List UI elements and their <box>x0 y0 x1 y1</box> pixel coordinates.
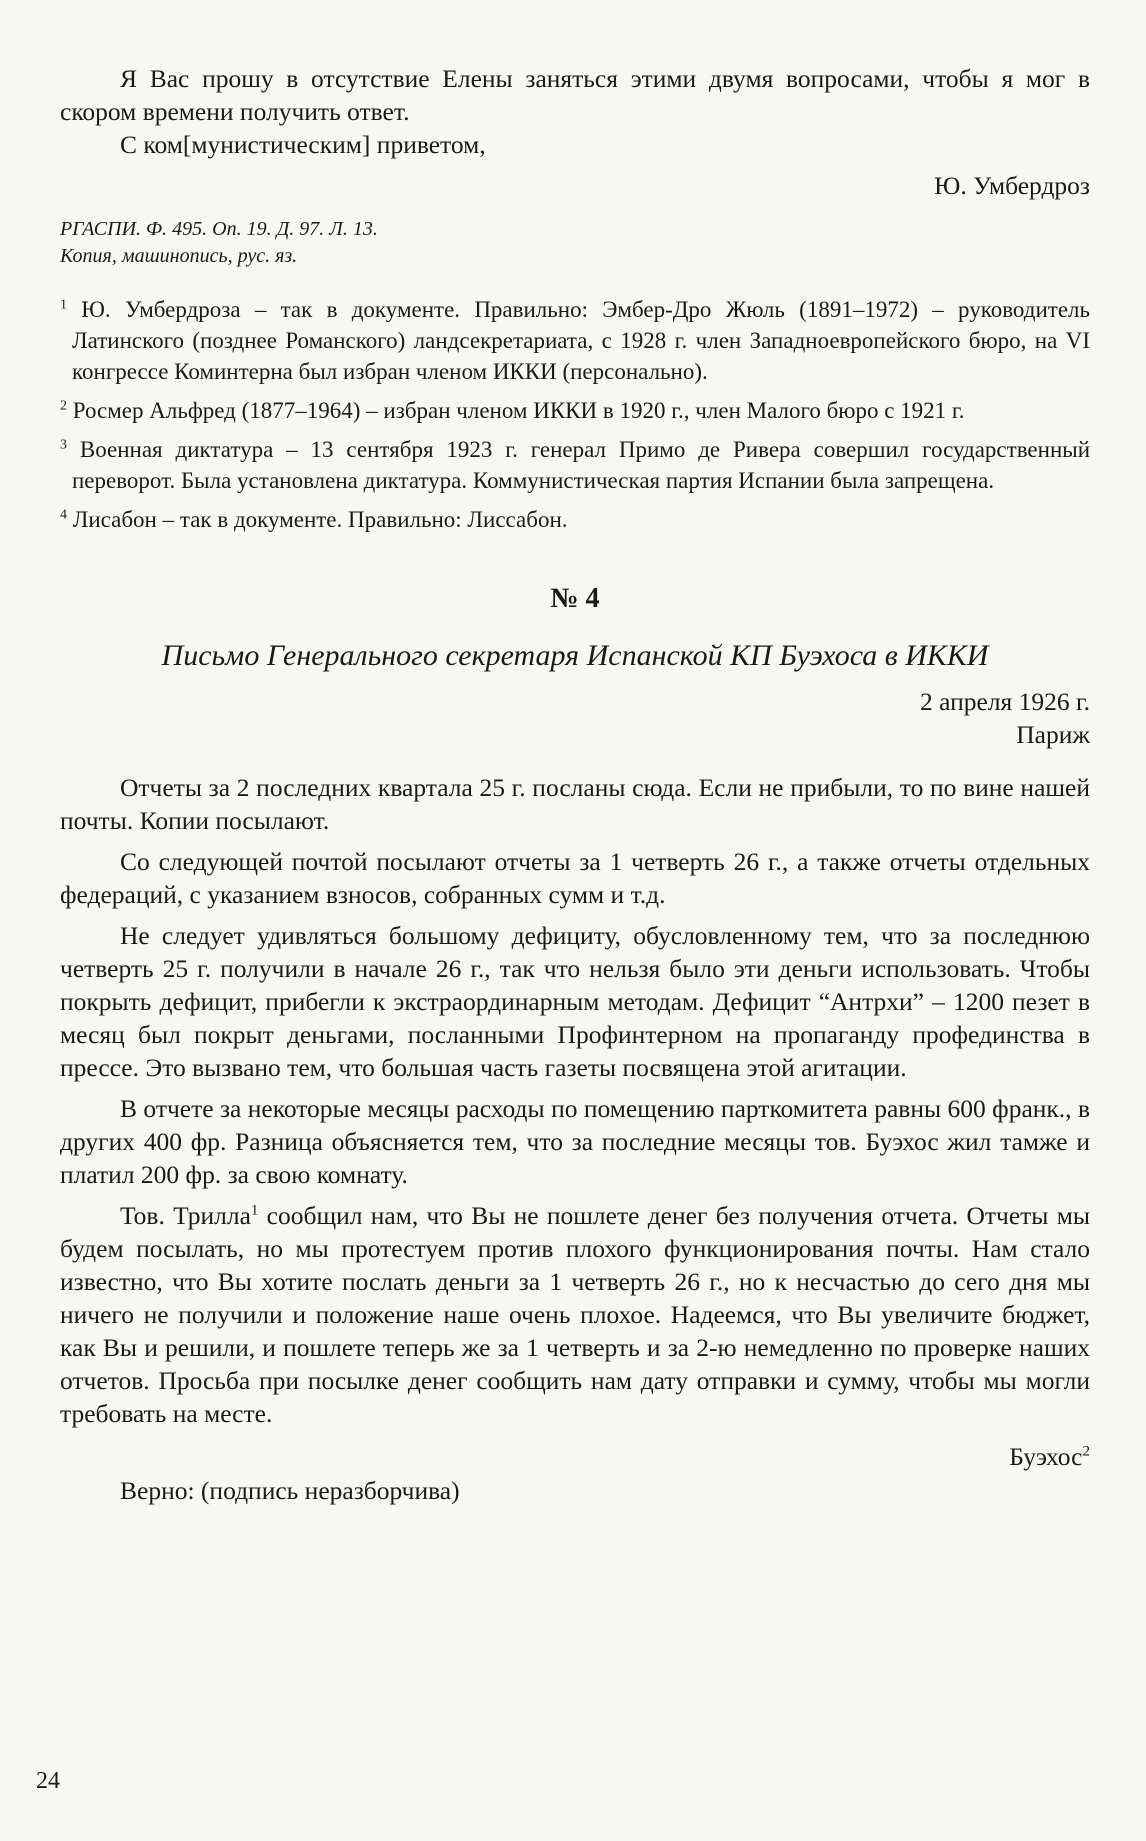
letter-paragraph: В отчете за некоторые месяцы расходы по помещению парткомитета равны 600 франк., в других 400 фр. Разница объясняется тем, что за последние месяцы тов. Буэхос жил тамже и платил 200 фр. за свою комнату. <box>60 1094 1090 1189</box>
footnote-number: 4 <box>60 507 67 523</box>
letter-paragraph: Со следующей почтой посылают отчеты за 1 четверть 26 г., а также отчеты отдельных федераций, с указанием взносов, собранных сумм и т.д. <box>60 847 1090 909</box>
intro-greeting: С ком[мунистическим] приветом, <box>120 130 486 159</box>
document-title: Письмо Генерального секретаря Испанской КП Буэхоса в ИККИ <box>161 639 989 672</box>
footnote <box>60 504 1090 535</box>
footnotes <box>60 294 1090 535</box>
letter-body <box>60 771 1090 1430</box>
footnote <box>60 395 1090 426</box>
document-date: 2 апреля 1926 г. <box>920 687 1090 716</box>
letter-text: сообщил нам, что Вы не пошлете денег без получения отчета. Отчеты мы будем посылать, но мы протестуем против плохого функционирования почты. Нам стало известно, что Вы хотите послать деньги за 1 четверть 26 г., но к несчастью до сего дня мы ничего не получили и положение наше очень плохое. Надеемся, что Вы увеличите бюджет, как Вы и решили, и пошлете теперь же за 1 четверть и за 2-ю немедленно по проверке наших отчетов. Просьба при посылке денег сообщить нам дату отправки и сумму, чтобы мы могли требовать на месте. <box>60 1201 1090 1428</box>
letter-paragraph <box>60 1199 1090 1430</box>
footnote <box>60 294 1090 387</box>
document-place: Париж <box>1016 720 1090 749</box>
footnote-number: 2 <box>60 398 67 414</box>
letter-signature <box>60 1442 1090 1472</box>
date-place <box>60 685 1090 751</box>
footnote-ref: 2 <box>1082 1443 1090 1460</box>
signature-name: Буэхос <box>1009 1442 1083 1471</box>
page-content <box>60 62 1090 1506</box>
footnote-text: Военная диктатура – 13 сентября 1923 г. генерал Примо де Ривера совершил государственный переворот. Была установлена диктатура. Коммунистическая партия Испании была запрещена. <box>72 437 1091 493</box>
document-number: № 4 <box>550 583 600 614</box>
footnote-text: Лисабон – так в документе. Правильно: Лиссабон. <box>72 507 568 532</box>
footnote-ref: 1 <box>250 1202 259 1219</box>
footnote-text: Ю. Умбердроза – так в документе. Правильно: Эмбер-Дро Жюль (1891–1972) – руководитель Латинского (позднее Романского) ландсекретариата, с 1928 г. член Западноевропейского бюро, на VI конгрессе Коминтерна был избран членом ИККИ (персонально). <box>72 297 1091 384</box>
archive-note: Копия, машинопись, рус. яз. <box>60 245 298 267</box>
archive-block <box>60 216 1090 270</box>
letter-text: Тов. Трилла <box>120 1201 251 1230</box>
intro-paragraph: Я Вас прошу в отсутствие Елены заняться этими двумя вопросами, чтобы я мог в скором времени получить ответ. <box>60 64 1090 126</box>
certification-note: Верно: (подпись неразборчива) <box>120 1476 460 1505</box>
footnote <box>60 434 1090 496</box>
footnote-number: 1 <box>60 297 67 313</box>
letter-paragraph: Не следует удивляться большому дефициту, обусловленному тем, что за последнюю четверть 25 г. получили в начале 26 г., так что нельзя было эти деньги использовать. Чтобы покрыть дефицит, прибегли к экстраординарным методам. Дефицит “Антрхи” – 1200 пезет в месяц был покрыт деньгами, посланными Профинтерном на пропаганду профединства в прессе. Это вызвано тем, что большая часть газеты посвящена этой агитации. <box>60 921 1090 1082</box>
footnote-text: Росмер Альфред (1877–1964) – избран членом ИККИ в 1920 г., член Малого бюро с 1921 г. <box>72 398 965 423</box>
archive-ref: РГАСПИ. Ф. 495. Оп. 19. Д. 97. Л. 13. <box>60 218 378 240</box>
page-number: 24 <box>36 1768 60 1794</box>
footnote-number: 3 <box>60 437 67 453</box>
letter-paragraph: Отчеты за 2 последних квартала 25 г. посланы сюда. Если не прибыли, то по вине нашей почты. Копии посылают. <box>60 773 1090 835</box>
intro-signer: Ю. Умбердроз <box>934 171 1090 200</box>
